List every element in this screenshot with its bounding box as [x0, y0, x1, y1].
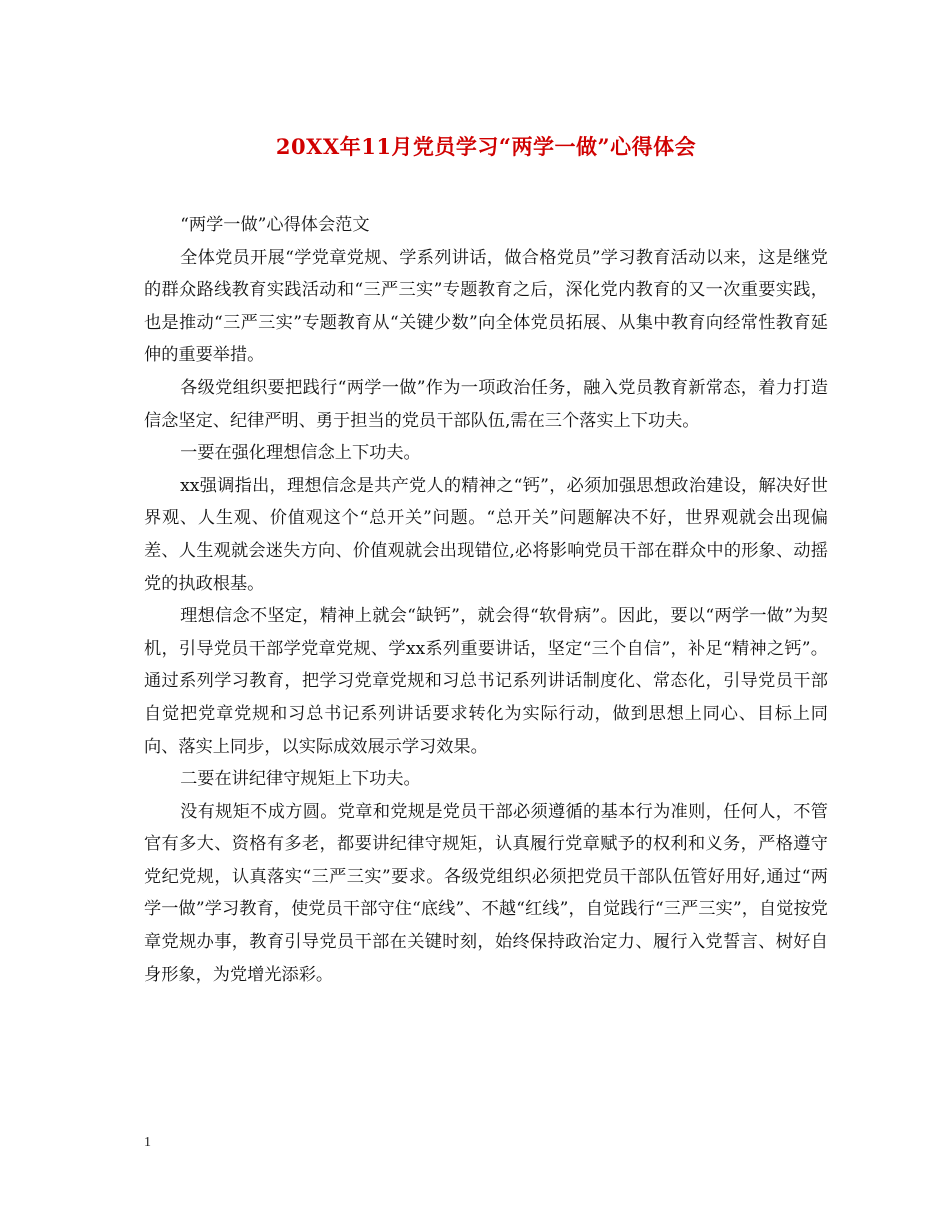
section-heading: 二要在讲纪律守规矩上下功夫。	[180, 769, 421, 790]
paragraph: xx强调指出，理想信念是共产党人的精神之“钙”，必须加强思想政治建设，解决好世界观、人生观、价值观这个“总开关”问题。“总开关”问题解决不好，世界观就会出现偏差、人生观就会迷失方向、价值观就会出现错位,必将影响党员干部在群众中的形象、动摇党的执政根基。	[144, 475, 828, 594]
paragraph: 没有规矩不成方圆。党章和党规是党员干部必须遵循的基本行为准则，任何人，不管官有多大、资格有多老，都要讲纪律守规矩，认真履行党章赋予的权利和义务，严格遵守党纪党规，认真落实“三严三实”要求。各级党组织必须把党员干部队伍管好用好,通过“两学一做”学习教育，使党员干部守住“底线”、不越“红线”，自觉践行“三严三实”，自觉按党章党规办事，教育引导党员干部在关键时刻，始终保持政治定力、履行入党誓言、树好自身形象，为党增光添彩。	[144, 801, 828, 985]
paragraph: 全体党员开展“学党章党规、学系列讲话，做合格党员”学习教育活动以来，这是继党的群众路线教育实践活动和“三严三实”专题教育之后，深化党内教育的又一次重要实践，也是推动“三严三实”专题教育从“关键少数”向全体党员拓展、从集中教育向经常性教育延伸的重要举措。	[144, 247, 828, 366]
paragraph: 各级党组织要把践行“两学一做”作为一项政治任务，融入党员教育新常态，着力打造信念坚定、纪律严明、勇于担当的党员干部队伍,需在三个落实上下功夫。	[144, 377, 828, 431]
document-title: 20XX年11月党员学习“两学一做”心得体会	[275, 134, 697, 159]
paragraph: 理想信念不坚定，精神上就会“缺钙”，就会得“软骨病”。因此，要以“两学一做”为契机，引导党员干部学党章党规、学xx系列重要讲话，坚定“三个自信”，补足“精神之钙”。通过系列学习教育，把学习党章党规和习总书记系列讲话制度化、常态化，引导党员干部自觉把党章党规和习总书记系列讲话要求转化为实际行动，做到思想上同心、目标上同向、落实上同步，以实际成效展示学习效果。	[144, 606, 828, 757]
paragraph-heading: “两学一做”心得体会范文	[180, 215, 370, 235]
page-number: 1	[144, 1135, 151, 1150]
section-heading: 一要在强化理想信念上下功夫。	[180, 443, 421, 464]
document-body	[144, 209, 828, 991]
